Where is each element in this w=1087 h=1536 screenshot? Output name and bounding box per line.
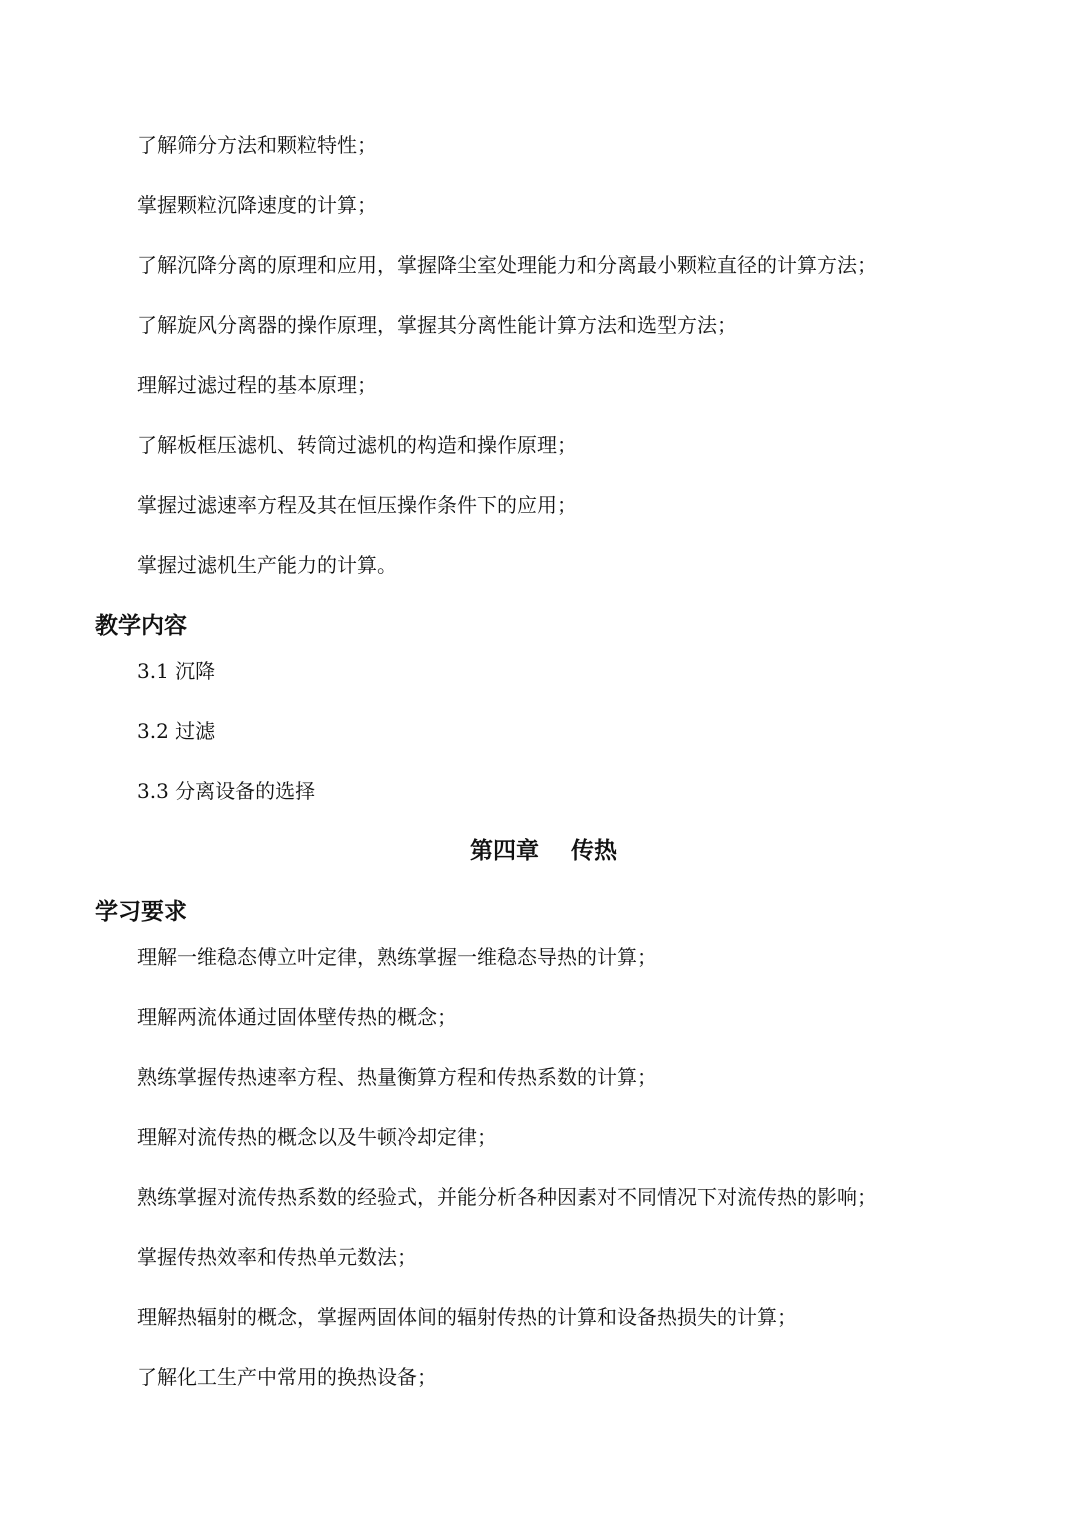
- chapter-title: 第四章 传热: [469, 838, 618, 864]
- requirement-item: 掌握颗粒沉降速度的计算；: [137, 193, 377, 217]
- content-item: 3.2 过滤: [137, 719, 216, 743]
- requirement-item: 掌握传热效率和传热单元数法；: [137, 1245, 417, 1269]
- requirement-item: 熟练掌握对流传热系数的经验式，并能分析各种因素对不同情况下对流传热的影响；: [137, 1185, 877, 1209]
- requirement-item: 理解一维稳态傅立叶定律，熟练掌握一维稳态导热的计算；: [137, 945, 657, 969]
- requirement-item: 熟练掌握传热速率方程、热量衡算方程和传热系数的计算；: [137, 1065, 657, 1089]
- content-item: 3.1 沉降: [137, 659, 216, 683]
- requirement-item: 了解板框压滤机、转筒过滤机的构造和操作原理；: [137, 433, 577, 457]
- requirement-item: 理解热辐射的概念，掌握两固体间的辐射传热的计算和设备热损失的计算；: [137, 1305, 797, 1329]
- section-heading-learning-requirements: 学习要求: [95, 899, 187, 925]
- content-item: 3.3 分离设备的选择: [137, 779, 316, 803]
- requirement-item: 掌握过滤速率方程及其在恒压操作条件下的应用；: [137, 493, 577, 517]
- requirement-item: 理解对流传热的概念以及牛顿冷却定律；: [137, 1125, 497, 1149]
- requirement-item: 了解筛分方法和颗粒特性；: [137, 133, 377, 157]
- requirement-item: 了解沉降分离的原理和应用，掌握降尘室处理能力和分离最小颗粒直径的计算方法；: [137, 253, 877, 277]
- requirement-item: 了解化工生产中常用的换热设备；: [137, 1365, 437, 1389]
- requirement-item: 掌握过滤机生产能力的计算。: [137, 553, 397, 577]
- requirement-item: 了解旋风分离器的操作原理，掌握其分离性能计算方法和选型方法；: [137, 313, 737, 337]
- section-heading-teaching-content: 教学内容: [95, 613, 187, 639]
- requirement-item: 理解两流体通过固体壁传热的概念；: [137, 1005, 457, 1029]
- requirement-item: 理解过滤过程的基本原理；: [137, 373, 377, 397]
